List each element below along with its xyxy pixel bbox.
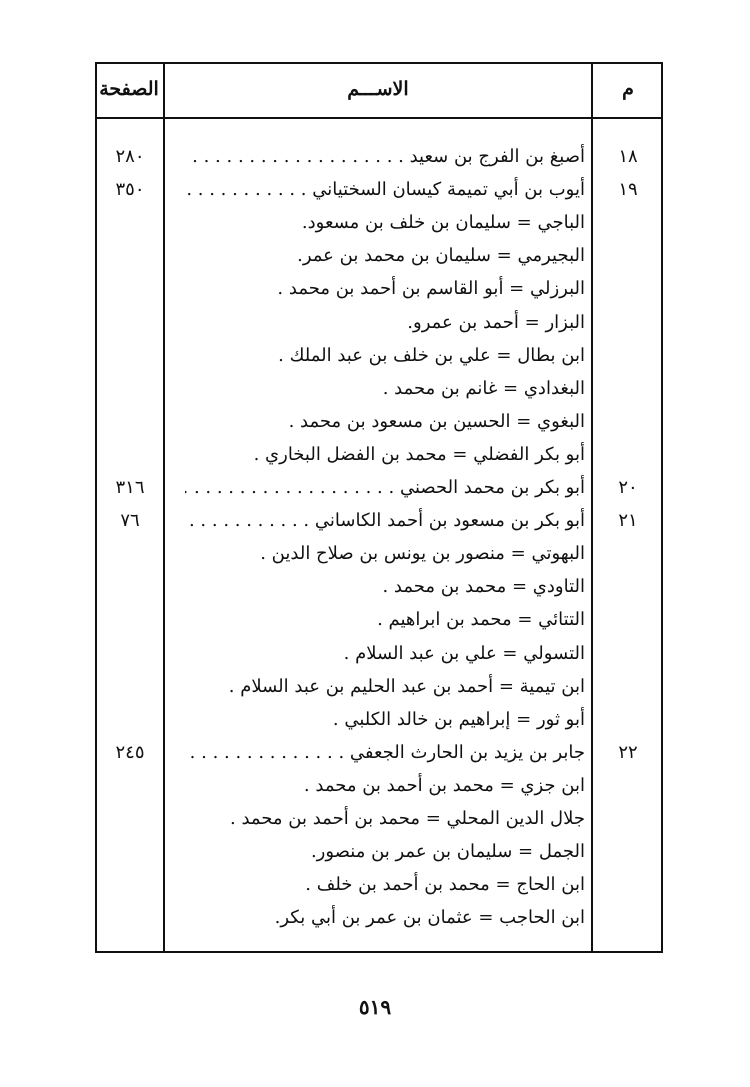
entry-name: البهوتي = منصور بن يونس بن صلاح الدين . [260, 543, 585, 565]
entry-name: الجمل = سليمان بن عمر بن منصور. [310, 841, 585, 863]
entry-name: جابر بن يزيد بن الحارث الجعفي . . . [185, 736, 585, 769]
entry-name: أبو بكر الفضلي = محمد بن الفضل البخاري . [253, 443, 585, 465]
table-row [0, 372, 750, 405]
table-row [0, 901, 750, 934]
table-row [0, 736, 750, 769]
table-row [0, 272, 750, 305]
header-divider [95, 117, 663, 119]
entry-name: البزار = أحمد بن عمرو. [407, 311, 585, 333]
header-page: الصفحة [99, 78, 159, 100]
entry-number: ١٩ [618, 179, 638, 201]
table-row [0, 703, 750, 736]
table-row [0, 637, 750, 670]
entry-name: ابن تيمية = أحمد بن عبد الحليم بن عبد السلام . [228, 675, 585, 697]
table-row [0, 504, 750, 537]
entry-page: ٢٨٠ [115, 146, 145, 167]
entry-name: ابن جزي = محمد بن أحمد بن محمد . [303, 774, 585, 796]
table-row [0, 438, 750, 471]
entry-name: ابن الحاج = محمد بن أحمد بن خلف . [305, 874, 585, 896]
table-row [0, 471, 750, 504]
entry-name: ابن بطال = علي بن خلف بن عبد الملك . [278, 344, 585, 366]
entry-number: ١٨ [618, 146, 638, 167]
entry-page: ٣١٦ [115, 477, 145, 498]
table-row [0, 405, 750, 438]
entry-name: البجيرمي = سليمان بن محمد بن عمر. [297, 245, 585, 267]
table-row [0, 670, 750, 703]
table-row [0, 173, 750, 206]
table-row [0, 140, 750, 173]
table-row [0, 868, 750, 901]
entry-page: ٧٦ [120, 510, 140, 532]
entry-name: البغدادي = غانم بن محمد . [382, 377, 585, 399]
entry-name: أبو بكر بن محمد الحصني . . . [185, 471, 585, 504]
entry-name: جلال الدين المحلي = محمد بن أحمد بن محمد . [230, 808, 585, 829]
entry-page: ٣٥٠ [115, 179, 145, 201]
entry-number: ٢٢ [618, 741, 638, 763]
table-row [0, 570, 750, 603]
header-name: الاســـم [347, 78, 409, 100]
entry-name: أبو بكر بن مسعود بن أحمد الكاساني . . . [185, 504, 585, 537]
entry-number: ٢١ [618, 510, 638, 532]
entry-name: أصبغ بن الفرج بن سعيد . . . [185, 140, 585, 173]
table-row [0, 239, 750, 272]
entry-number: ٢٠ [618, 477, 638, 498]
header-num: م [622, 78, 634, 100]
table-row [0, 603, 750, 636]
entry-name: التتائي = محمد بن ابراهيم . [377, 609, 585, 631]
table-row [0, 769, 750, 802]
entry-name: التاودي = محمد بن محمد . [382, 576, 585, 598]
entry-name: البغوي = الحسين بن مسعود بن محمد . [288, 410, 585, 432]
table-row [0, 537, 750, 570]
entry-page: ٢٤٥ [115, 741, 145, 763]
table-row [0, 206, 750, 239]
entry-name: ابن الحاجب = عثمان بن عمر بن أبي بكر. [274, 907, 585, 929]
page-number: ٥١٩ [358, 995, 392, 1019]
entry-name: أيوب بن أبي تميمة كيسان السختياني . . . [185, 173, 585, 206]
table-row [0, 802, 750, 835]
entry-name: أبو ثور = إبراهيم بن خالد الكلبي . [332, 708, 585, 730]
entry-name: البرزلي = أبو القاسم بن أحمد بن محمد . [277, 278, 585, 300]
entry-name: التسولي = علي بن عبد السلام . [343, 642, 585, 664]
table-row [0, 339, 750, 372]
table-row [0, 306, 750, 339]
entry-name: الباجي = سليمان بن خلف بن مسعود. [301, 212, 585, 234]
table-row [0, 835, 750, 868]
